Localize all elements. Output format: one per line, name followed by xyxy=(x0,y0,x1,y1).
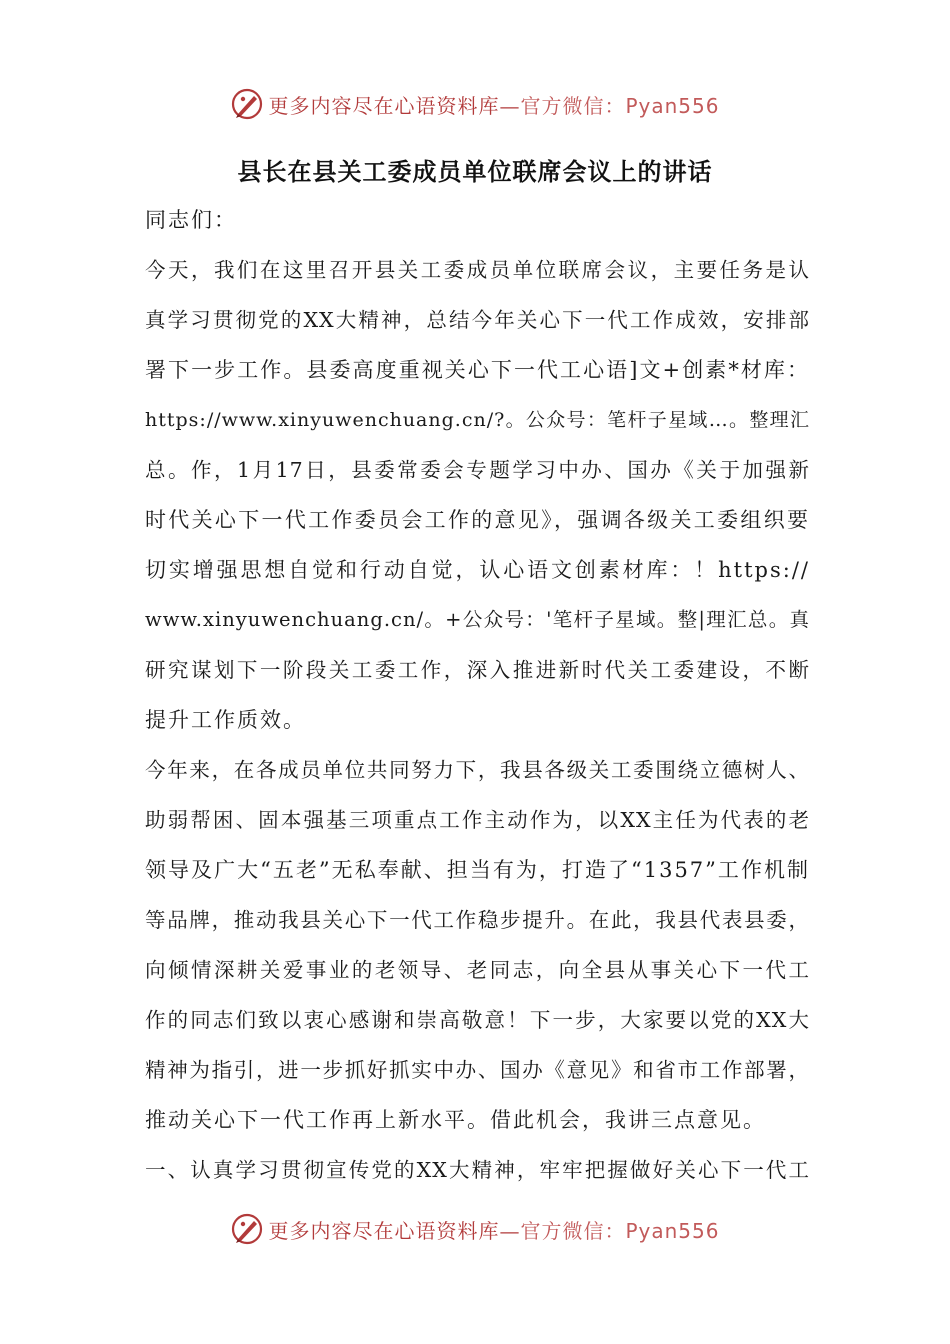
body-line: 今天，我们在这里召开县关工委成员单位联席会议，主要任务是认 xyxy=(145,258,810,282)
pen-logo-icon xyxy=(230,1212,264,1246)
body-line: 精神为指引，进一步抓好抓实中办、国办《意见》和省市工作部署， xyxy=(145,1058,810,1082)
document-title: 县长在县关工委成员单位联席会议上的讲话 xyxy=(237,158,713,186)
body-line: 今年来，在各成员单位共同努力下，我县各级关工委围绕立德树人、 xyxy=(145,758,810,782)
banner-text: 更多内容尽在心语资料库—官方微信：Pyan556 xyxy=(268,93,720,118)
body-line: www.xinyuwenchuang.cn/。+公众号：'笔杆子星域。整|理汇总。真 xyxy=(145,608,810,631)
body-line: 时代关心下一代工作委员会工作的意见》，强调各级关工委组织要 xyxy=(145,508,810,532)
body-line: 领导及广大“五老”无私奉献、担当有为，打造了“1357”工作机制 xyxy=(145,858,810,882)
body-line: 助弱帮困、固本强基三项重点工作主动作为，以XX主任为代表的老 xyxy=(145,808,810,832)
body-line: 研究谋划下一阶段关工委工作，深入推进新时代关工委建设，不断 xyxy=(145,658,810,682)
body-line: 总。作，1月17日，县委常委会专题学习中办、国办《关于加强新 xyxy=(145,458,810,482)
body-line: 作的同志们致以衷心感谢和崇高敬意！下一步，大家要以党的XX大 xyxy=(145,1008,810,1032)
pen-logo-icon xyxy=(230,87,264,121)
header-watermark-banner xyxy=(0,84,950,124)
footer-watermark-banner xyxy=(0,1209,950,1249)
body-line: 切实增强思想自觉和行动自觉，认心语文创素材库：！https:// xyxy=(145,558,810,582)
body-line: 提升工作质效。 xyxy=(145,708,306,732)
body-line: 署下一步工作。县委高度重视关心下一代工心语]文+创素*材库： xyxy=(145,358,810,382)
body-line: 等品牌，推动我县关心下一代工作稳步提升。在此，我县代表县委， xyxy=(145,908,810,932)
body-line: 向倾情深耕关爱事业的老领导、老同志，向全县从事关心下一代工 xyxy=(145,958,810,982)
body-line: 真学习贯彻党的XX大精神，总结今年关心下一代工作成效，安排部 xyxy=(145,308,810,332)
body-line: https://www.xinyuwenchuang.cn/?。公众号：笔杆子星域…。整理汇 xyxy=(145,409,810,431)
banner-text: 更多内容尽在心语资料库—官方微信：Pyan556 xyxy=(268,1218,720,1243)
body-line: 推动关心下一代工作再上新水平。借此机会，我讲三点意见。 xyxy=(145,1108,766,1132)
salutation-line: 同志们： xyxy=(145,208,237,232)
section-heading-line: 一、认真学习贯彻宣传党的XX大精神，牢牢把握做好关心下一代工 xyxy=(145,1158,810,1182)
document-body xyxy=(145,198,810,1198)
